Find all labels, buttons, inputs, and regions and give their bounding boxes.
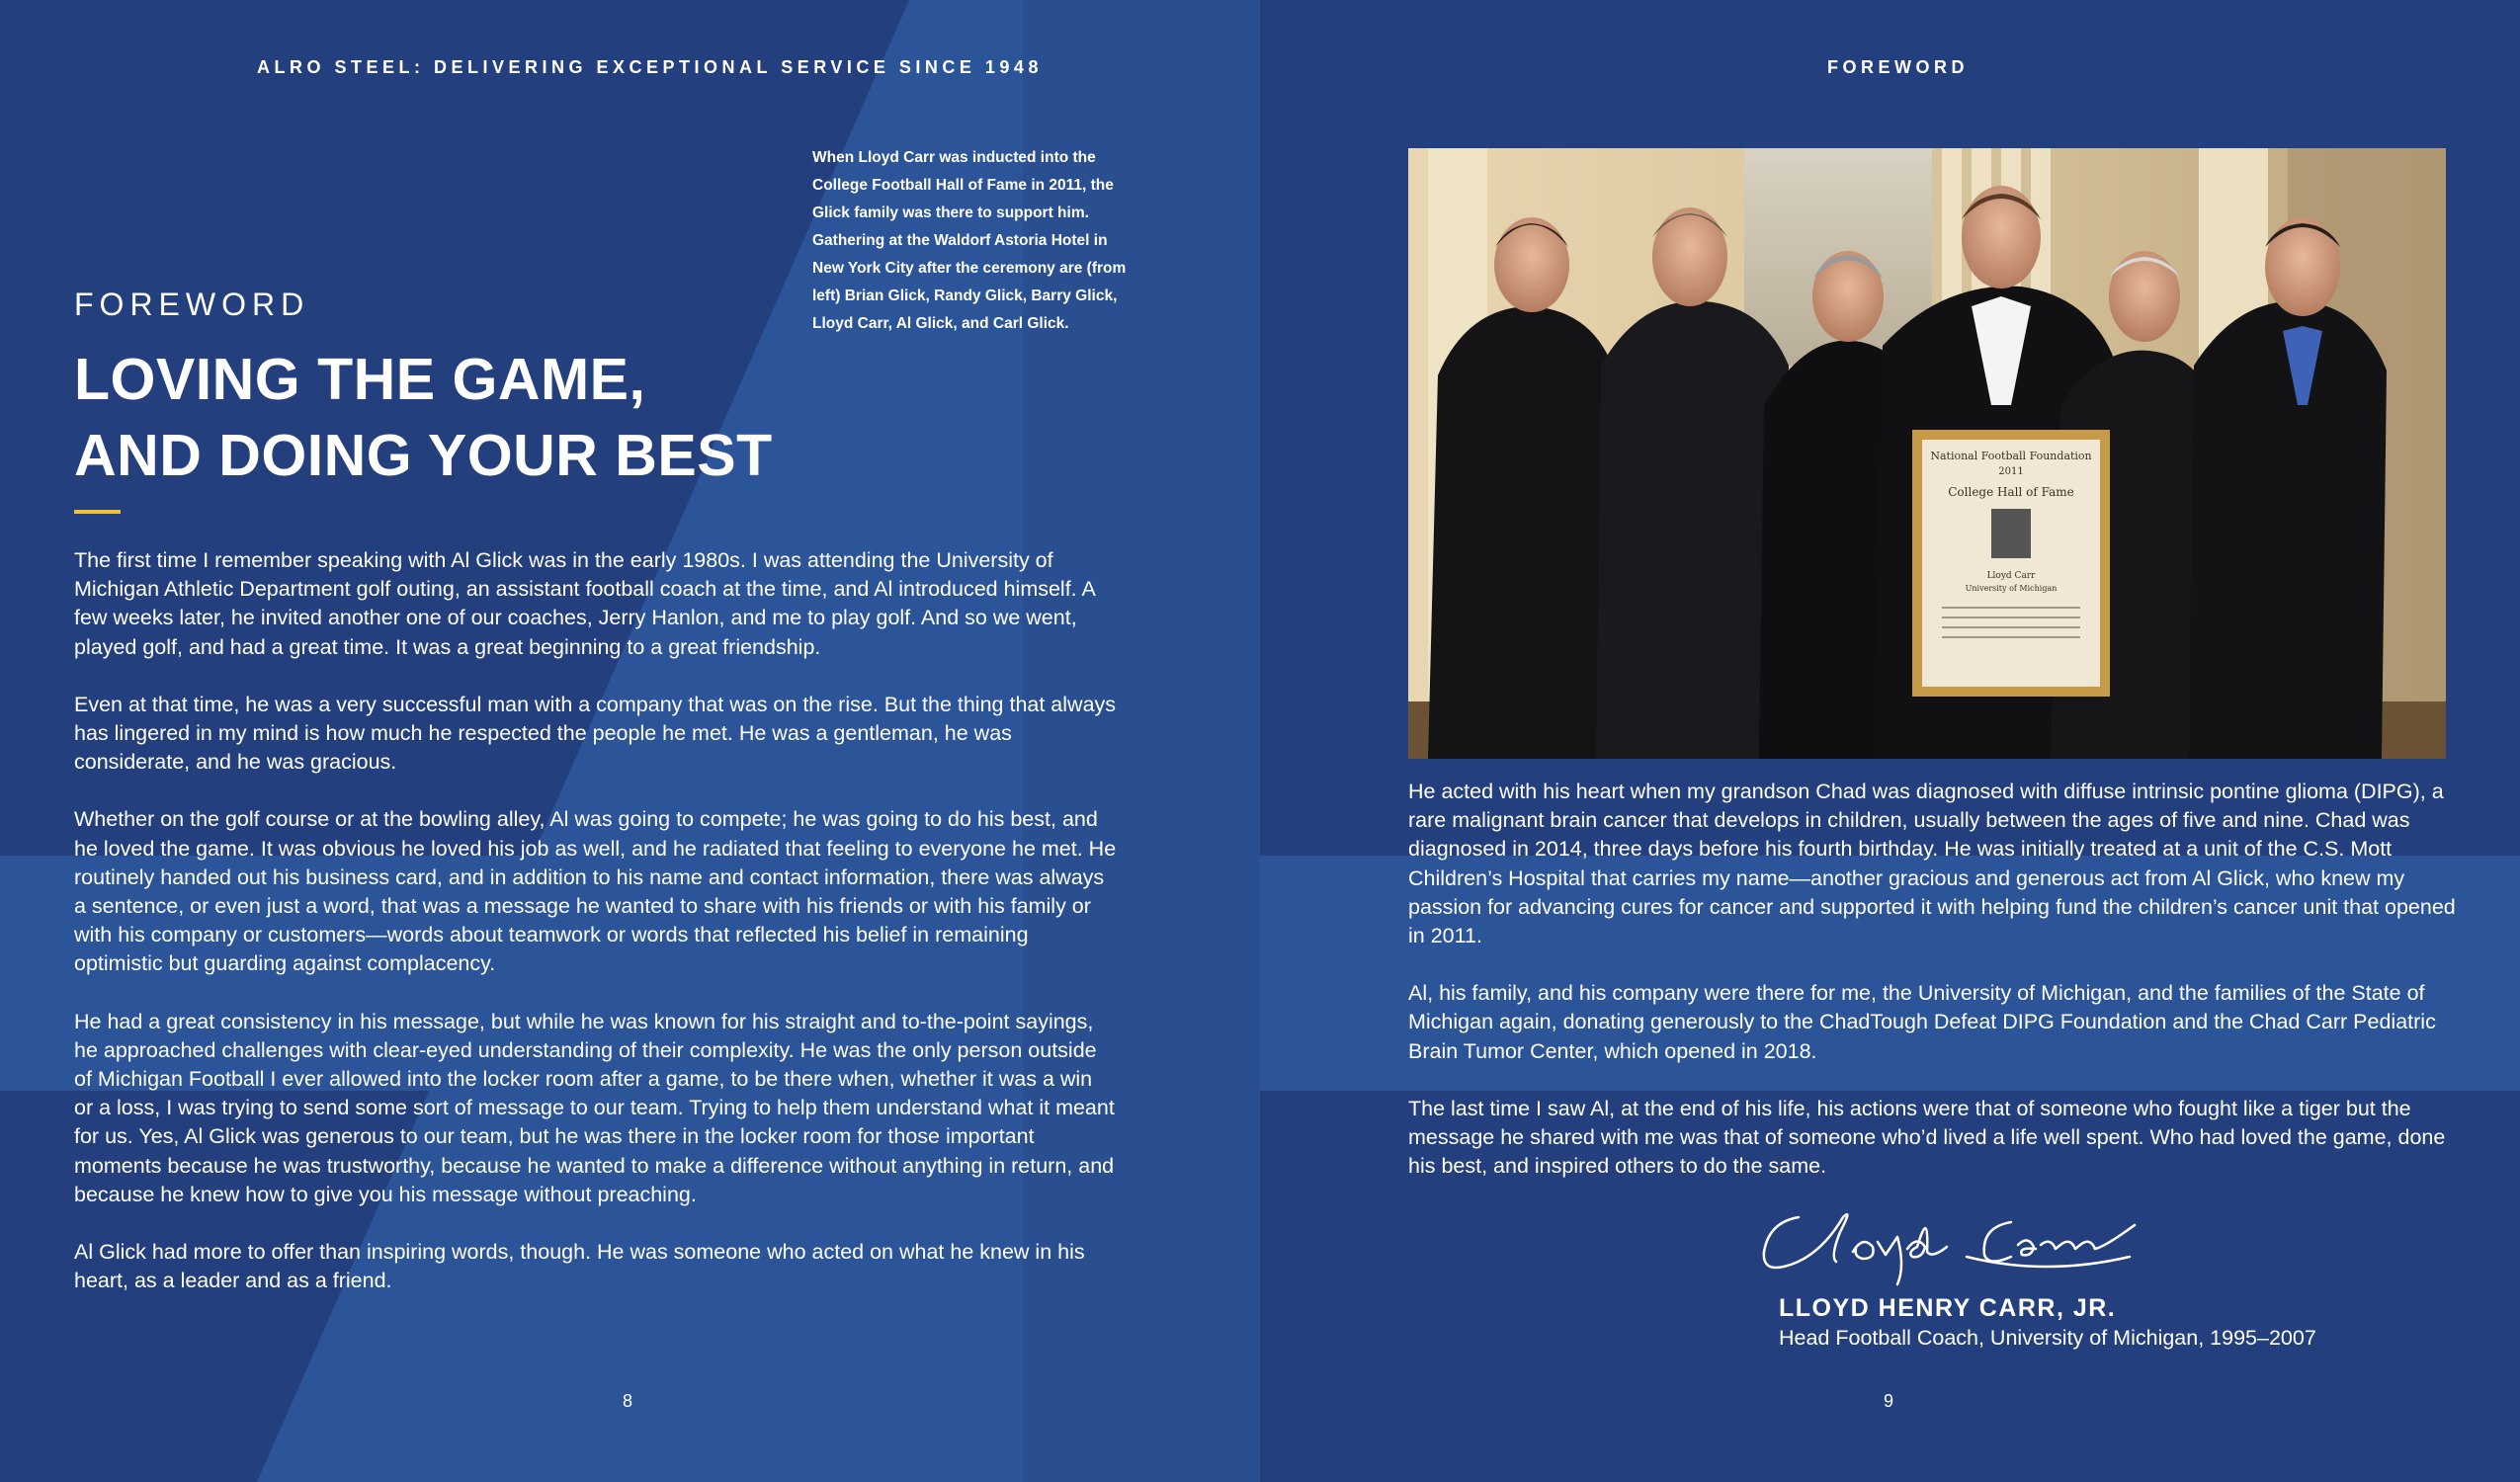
plaque-line: National Football Foundation bbox=[1930, 450, 2092, 462]
paragraph: Even at that time, he was a very successful man with a company that was on the rise. But the thing that always has lingered in my mind is how much he respected the people he met. He was a gentleman, he was considerate, and he was gracious. bbox=[74, 692, 1117, 775]
paragraph: He had a great consistency in his message, but while he was known for his straight and to-the-point sayings, he approached challenges with clear-eyed understanding of their complexity. He was the only person outside of Michigan Football I ever allowed into the locker room after a game, to be there when, whether it was a win or a loss, I was trying to send some sort of message to our team. Trying to help them understand what it meant for us. Yes, Al Glick was generous to our team, but he was there in the locker room for those important moments because he was trustworthy, because he wanted to make a difference without anything in return, and because he knew how to give you his message without preaching. bbox=[74, 1009, 1115, 1206]
plaque-line: University of Michigan bbox=[1965, 584, 2058, 593]
headline bbox=[74, 342, 964, 494]
paragraph: The last time I saw Al, at the end of his life, his actions were that of someone who fought like a tiger but the message he shared with me was that of someone who’d lived a life well spent. Who had loved the game, done his best, and inspired others to do the same. bbox=[1408, 1096, 2446, 1179]
paragraph: Al, his family, and his company were there for me, the University of Michigan, and the families of the State of Michigan again, donating generously to the ChadTough Defeat DIPG Foundation and the Chad Carr Pediatric Brain Tumor Center, which opened in 2018. bbox=[1408, 981, 2436, 1063]
body-text bbox=[74, 546, 1117, 1324]
paragraph: The first time I remember speaking with Al Glick was in the early 1980s. I was attending the University of Michigan Athletic Department golf outing, an assistant football coach at the time, and Al introduced himself. A few weeks later, he invited another one of our coaches, Jerry Hanlon, and me to play golf. And so we went, played golf, and had a great time. It was a great beginning to a great friendship. bbox=[74, 548, 1095, 659]
paragraph: Al Glick had more to offer than inspiring words, though. He was someone who acted on what he knew in his heart, as a leader and as a friend. bbox=[74, 1240, 1085, 1293]
page-number: 9 bbox=[1884, 1391, 1894, 1411]
signature bbox=[1759, 1197, 2233, 1291]
signatory-title: Head Football Coach, University of Michigan, 1995–2007 bbox=[1779, 1326, 2316, 1350]
plaque-line: 2011 bbox=[1998, 466, 2024, 477]
headline-line: AND DOING YOUR BEST bbox=[74, 423, 773, 488]
running-head: ALRO STEEL: DELIVERING EXCEPTIONAL SERVICE SINCE 1948 bbox=[257, 57, 1043, 77]
hall-of-fame-photo bbox=[1408, 148, 2446, 759]
page-number: 8 bbox=[623, 1391, 633, 1411]
plaque-line: Lloyd Carr bbox=[1986, 571, 2036, 581]
photo-caption: When Lloyd Carr was inducted into the College Football Hall of Fame in 2011, the Glick family was there to support him. Gathering at the Waldorf Astoria Hotel in New York City after the ceremony are (from left) Brian Glick, Randy Glick, Barry Glick, Lloyd Carr, Al Glick, and Carl Glick. bbox=[812, 149, 1127, 332]
hall-of-fame-plaque bbox=[1912, 430, 2110, 697]
accent-rule bbox=[74, 510, 121, 514]
signatory-name: LLOYD HENRY CARR, JR. bbox=[1779, 1294, 2117, 1322]
section-kicker: FOREWORD bbox=[74, 287, 310, 322]
body-text bbox=[1408, 778, 2456, 1209]
paragraph: Whether on the golf course or at the bowling alley, Al was going to compete; he was going to do his best, and he loved the game. It was obvious he loved his job as well, and he radiated that feeling to everyone he met. He routinely handed out his business card, and in addition to his name and contact information, there was always a sentence, or even just a word, that was a message he wanted to share with his friends or with his family or with his company or customers—words about teamwork or words that reflected his belief in remaining optimistic but guarding against complacency. bbox=[74, 807, 1117, 976]
plaque-line: College Hall of Fame bbox=[1948, 485, 2074, 499]
headline-line: LOVING THE GAME, bbox=[74, 347, 646, 412]
paragraph: He acted with his heart when my grandson Chad was diagnosed with diffuse intrinsic pontine glioma (DIPG), a rare malignant brain cancer that develops in children, usually between the ages of five and nine. Chad was diagnosed in 2014, three days before his fourth birthday. He was initially treated at a unit of the C.S. Mott Children’s Hospital that carries my name—another gracious and generous act from Al Glick, who knew my passion for advancing cures for cancer and supported it with helping fund the children’s cancer unit that opened in 2011. bbox=[1408, 780, 2456, 948]
running-head: FOREWORD bbox=[1827, 57, 1969, 77]
